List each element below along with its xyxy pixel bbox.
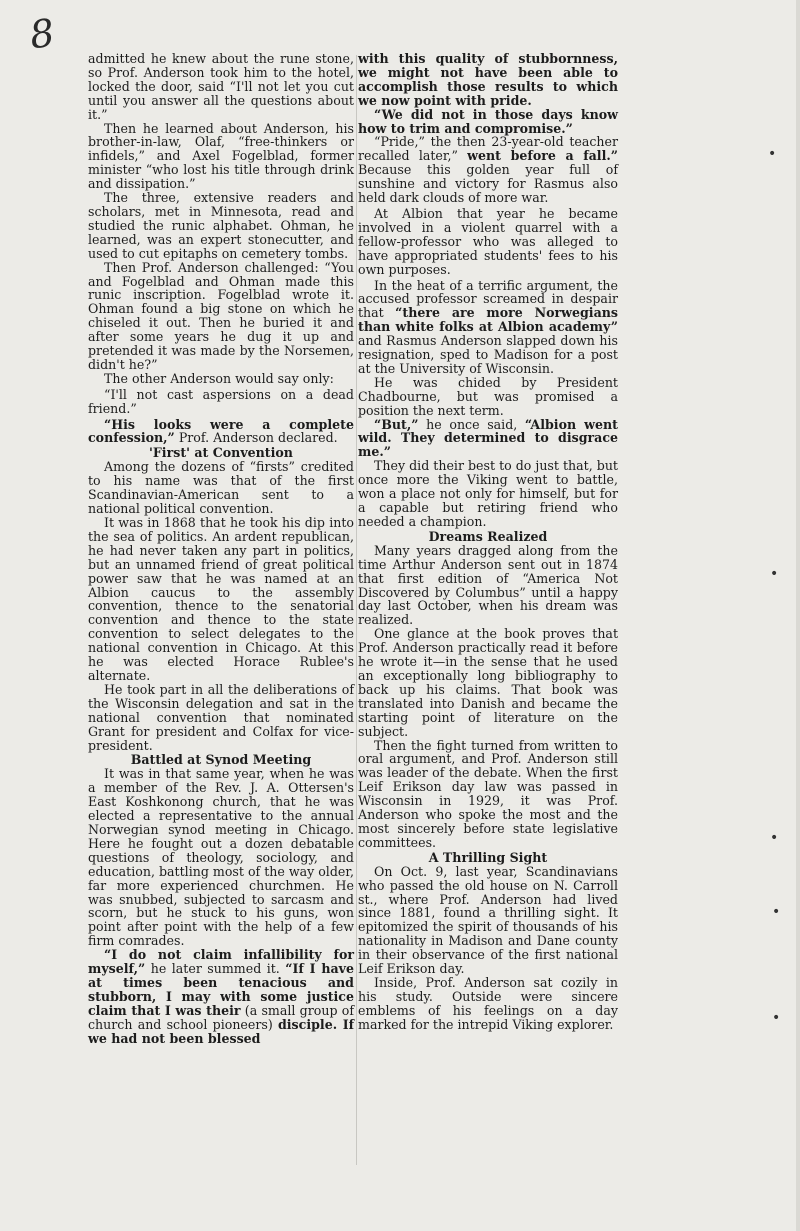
paragraph: It was in 1868 that he took his dip into the sea of politics. An ardent republican, he had never taken any part in politics, but an unnamed friend of great political power saw that he was named at an Albion caucus to the assembly convention, thence to the senatorial convention and thence to the state convention to select delegates to the national convention in Chicago. At this he was elected Horace Rublee's alternate.: [88, 515, 354, 683]
subheading: A Thrilling Sight: [428, 849, 548, 865]
column-divider: [356, 55, 357, 1165]
paragraph: Among the dozens of “firsts” credited to his name was that of the first Scandinavian-American sent to a national political convention.: [88, 459, 354, 517]
text-run: “Pride,” the then 23-year-old teacher recalled later,”: [358, 134, 618, 164]
paragraph: Then the fight turned from written to oral argument, and Prof. Anderson still was leader of the debate. When the first Leif Erikson day law was passed in Wisconsin in 1929, it was Prof. Anderson who spoke the most and the most sincerely before state legislative committees.: [358, 737, 618, 850]
text-run: In the heat of a terrific argument, the accused professor screamed in despair that: [358, 277, 618, 321]
paragraph: admitted he knew about the rune stone, so Prof. Anderson took him to the hotel, locked the door, said “I'll not let you cut until you answer all the questions about it.”: [88, 51, 354, 122]
text-run: Because this golden year full of sunshine and victory for Rasmus also held dark clouds of more war.: [358, 162, 618, 206]
paragraph: [88, 418, 354, 446]
paragraph: The three, extensive readers and scholars, met in Minnesota, read and studied the runic alphabet. Ohman, he learned, was an expert stonecutter, and used to cut epitaphs on cemetery tombs.: [88, 190, 354, 261]
page-number: 8: [27, 10, 58, 58]
paragraph: “I'll not cast aspersions on a dead friend.”: [88, 386, 354, 416]
bold-quote: “But,”: [374, 416, 419, 432]
paragraph: [358, 135, 618, 205]
bold-quote: disciple. If we had not been blessed: [88, 1016, 355, 1046]
bold-quote: “I do not claim infallibility for myself,”: [88, 947, 354, 977]
paragraph: [358, 279, 618, 376]
margin-mark: •: [768, 146, 777, 162]
bold-quote: “Albion went wild. They determined to disgrace me.”: [358, 416, 618, 460]
paragraph: Many years dragged along from the time Arthur Anderson sent out in 1874 that first edition of “America Not Discovered by Columbus” until a happy day last October, when his dream was realized.: [358, 542, 618, 628]
paragraph: They did their best to do just that, but once more the Viking went to battle, won a place not only for himself, but for a capable but retiring friend who needed a champion.: [358, 458, 618, 529]
paragraph: Then Prof. Anderson challenged: “You and Fogelblad and Ohman made this runic inscription. Fogelblad wrote it. Ohman found a big stone on which he chiseled it out. Then he buried it and after some years he dug it up and pretended it was made by the Norsemen, didn't he?”: [88, 259, 354, 372]
paragraph: It was in that same year, when he was a member of the Rev. J. A. Ottersen's East Koshkonong church, that he was elected a representative to the annual Norwegian synod meeting in Chicago. Here he fought out a dozen debatable questions of theology, sociology, and education, battling most of the way older, far more experienced churchmen. He was snubbed, subjected to sarcasm and scorn, but he stuck to his guns, won point after point with the help of a few firm comrades.: [88, 766, 354, 949]
margin-mark: •: [770, 566, 779, 582]
left-column: [88, 52, 354, 1046]
bold-quote: “there are more Norwegians than white folks at Albion academy”: [358, 305, 618, 335]
paragraph: On Oct. 9, last year, Scandinavians who passed the old house on N. Carroll st., where Prof. Anderson had lived since 1881, found a thrilling sight. It epitomized the spirit of thousands of his nationality in Madison and Dane county in their observance of the first national Leif Erikson day.: [358, 863, 618, 977]
right-column: [358, 52, 618, 1032]
paragraph: Then he learned about Anderson, his brother-in-law, Olaf, “free-thinkers or infidels,” and Axel Fogelblad, former minister “who lost his title through drink and dissipation.”: [88, 120, 354, 192]
paragraph: with this quality of stubbornness, we might not have been able to accomplish those results to which we now point with pride.: [358, 51, 618, 108]
paragraph: He was chided by President Chadbourne, but was promised a position the next term.: [358, 374, 618, 418]
bold-quote: went before a fall.”: [467, 148, 618, 164]
paragraph: [88, 948, 354, 1045]
bold-quote: “His looks were a complete confession,”: [88, 416, 354, 446]
text-run: he once said,: [418, 416, 525, 432]
margin-mark: •: [770, 830, 779, 846]
scan-edge: [796, 0, 800, 1231]
text-run: (a small group of church and school pioneers): [88, 1002, 354, 1032]
text-run: he later summed it.: [145, 961, 286, 977]
paragraph: He took part in all the deliberations of the Wisconsin delegation and sat in the national convention that nominated Grant for president and Colfax for vice-president.: [88, 681, 354, 753]
paragraph: The other Anderson would say only:: [104, 370, 334, 386]
text-run: and Rasmus Anderson slapped down his resignation, sped to Madison for a post at the University of Wisconsin.: [358, 333, 618, 376]
paragraph: [358, 418, 618, 460]
margin-mark: •: [772, 1010, 781, 1026]
paragraph: One glance at the book proves that Prof. Anderson practically read it before he wrote it—in the sense that he used an exceptionally long bibliography to back up his claims. That book was translated into Danish and became the starting point of literature on the subject.: [358, 626, 618, 739]
subheading: Battled at Synod Meeting: [130, 752, 312, 768]
bold-quote: “If I have at times been tenacious and stubborn, I may with some justice claim that I was their: [88, 961, 354, 1018]
text-run: Prof. Anderson declared.: [174, 430, 338, 446]
paragraph: “We did not in those days know how to trim and compromise.”: [358, 106, 618, 136]
paragraph: At Albion that year he became involved in a violent quarrel with a fellow-professor who was alleged to have appropriated students' fees to his own purposes.: [358, 205, 618, 277]
subheading: 'First' at Convention: [149, 445, 293, 461]
subheading: Dreams Realized: [428, 528, 548, 544]
paragraph: Inside, Prof. Anderson sat cozily in his study. Outside were sincere emblems of his feelings on a day marked for the intrepid Viking explorer.: [358, 975, 618, 1032]
margin-mark: •: [772, 904, 781, 920]
